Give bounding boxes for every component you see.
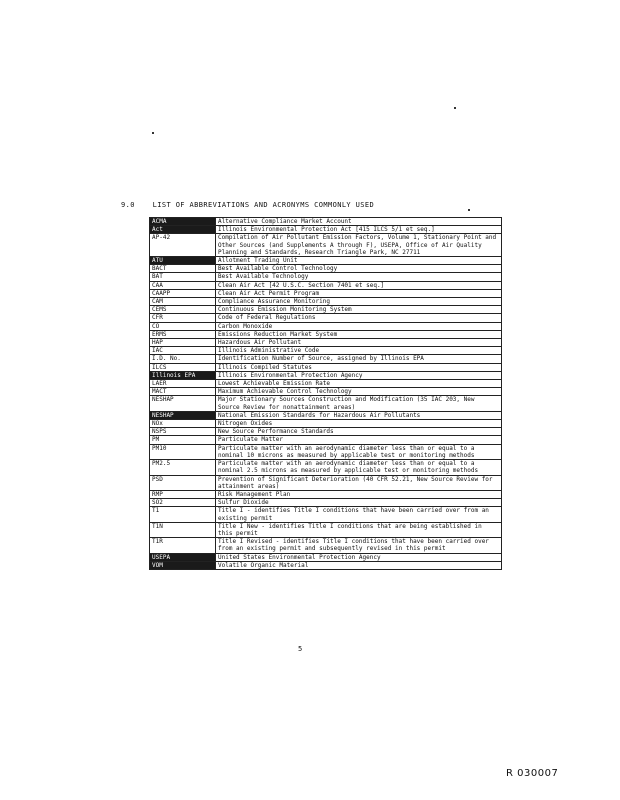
abbreviation-cell: LAER <box>150 380 216 388</box>
abbreviations-table <box>149 217 502 570</box>
definition-cell: Clean Air Act [42 U.S.C. Section 7401 et seq.] <box>216 281 502 289</box>
definition-cell: Particulate matter with an aerodynamic diameter less than or equal to a nominal 2.5 microns as measured by applicable test or monitoring methods <box>216 460 502 475</box>
table-row <box>150 265 502 273</box>
table-row <box>150 388 502 396</box>
table-row <box>150 460 502 475</box>
definition-cell: Best Available Technology <box>216 273 502 281</box>
abbreviation-cell: Act <box>150 226 216 234</box>
abbreviation-cell: T1R <box>150 538 216 553</box>
abbreviation-cell: NOx <box>150 420 216 428</box>
abbreviation-cell: AP-42 <box>150 234 216 257</box>
abbreviation-cell: IAC <box>150 347 216 355</box>
definition-cell: Title I New - identifies Title I conditions that are being established in this permit <box>216 522 502 537</box>
definition-cell: Major Stationary Sources Construction and Modification (35 IAC 203, New Source Review for nonattainment areas) <box>216 396 502 411</box>
definition-cell: Title I - identifies Title I conditions that have been carried over from an existing permit <box>216 507 502 522</box>
abbreviation-cell: T1 <box>150 507 216 522</box>
definition-cell: Clean Air Act Permit Program <box>216 289 502 297</box>
table-row <box>150 490 502 498</box>
table-row <box>150 273 502 281</box>
table-row <box>150 380 502 388</box>
abbreviation-cell: PM10 <box>150 444 216 459</box>
scan-speck <box>454 107 456 109</box>
definition-cell: Prevention of Significant Deterioration (40 CFR 52.21, New Source Review for attainment areas) <box>216 475 502 490</box>
table-row <box>150 322 502 330</box>
definition-cell: Compilation of Air Pollutant Emission Factors, Volume 1, Stationary Point and Other Sources (and Supplements A through F), USEPA, Office of Air Quality Planning and Standards, Research Triangle Park, NC 27711 <box>216 234 502 257</box>
table-row <box>150 347 502 355</box>
scan-speck <box>468 209 470 211</box>
table-row <box>150 553 502 561</box>
abbreviation-cell: PM <box>150 436 216 444</box>
page-number: 5 <box>298 645 303 653</box>
abbreviation-cell: CAA <box>150 281 216 289</box>
abbreviation-cell: ACMA <box>150 218 216 226</box>
table-row <box>150 396 502 411</box>
table-row <box>150 355 502 363</box>
abbreviation-cell: MACT <box>150 388 216 396</box>
abbreviation-cell: CAAPP <box>150 289 216 297</box>
definition-cell: Illinois Environmental Protection Act [415 ILCS 5/1 et seq.] <box>216 226 502 234</box>
definition-cell: Identification Number of Source, assigned by Illinois EPA <box>216 355 502 363</box>
abbreviation-cell: USEPA <box>150 553 216 561</box>
table-row <box>150 339 502 347</box>
table-row <box>150 306 502 314</box>
abbreviation-cell: BAT <box>150 273 216 281</box>
definition-cell: Volatile Organic Material <box>216 561 502 569</box>
table-row <box>150 475 502 490</box>
abbreviation-cell: ATU <box>150 257 216 265</box>
definition-cell: Particulate Matter <box>216 436 502 444</box>
definition-cell: Title I Revised - identifies Title I conditions that have been carried over from an existing permit and subsequently revised in this permit <box>216 538 502 553</box>
table-row <box>150 289 502 297</box>
abbreviation-cell: NSPS <box>150 428 216 436</box>
table-row <box>150 411 502 419</box>
table-row <box>150 420 502 428</box>
definition-cell: Illinois Administrative Code <box>216 347 502 355</box>
abbreviation-cell: T1N <box>150 522 216 537</box>
table-row <box>150 371 502 379</box>
definition-cell: Emissions Reduction Market System <box>216 330 502 338</box>
definition-cell: Sulfur Dioxide <box>216 499 502 507</box>
table-row <box>150 444 502 459</box>
table-row <box>150 314 502 322</box>
abbreviation-cell: NESHAP <box>150 411 216 419</box>
definition-cell: Allotment Trading Unit <box>216 257 502 265</box>
abbreviation-cell: CEMS <box>150 306 216 314</box>
table-row <box>150 538 502 553</box>
definition-cell: Alternative Compliance Market Account <box>216 218 502 226</box>
abbreviation-cell: HAP <box>150 339 216 347</box>
definition-cell: Code of Federal Regulations <box>216 314 502 322</box>
table-row <box>150 436 502 444</box>
section-heading <box>121 201 374 209</box>
definition-cell: United States Environmental Protection Agency <box>216 553 502 561</box>
abbreviation-cell: VOM <box>150 561 216 569</box>
abbreviation-cell: ERMS <box>150 330 216 338</box>
table-row <box>150 257 502 265</box>
table-row <box>150 234 502 257</box>
table-row <box>150 330 502 338</box>
table-row <box>150 281 502 289</box>
definition-cell: Hazardous Air Pollutant <box>216 339 502 347</box>
table-row <box>150 298 502 306</box>
table-row <box>150 363 502 371</box>
table-row <box>150 226 502 234</box>
abbreviation-cell: Illinois EPA <box>150 371 216 379</box>
abbreviation-cell: CFR <box>150 314 216 322</box>
abbreviation-cell: CO <box>150 322 216 330</box>
table-row <box>150 507 502 522</box>
definition-cell: Particulate matter with an aerodynamic diameter less than or equal to a nominal 10 microns as measured by applicable test or monitoring methods <box>216 444 502 459</box>
definition-cell: Risk Management Plan <box>216 490 502 498</box>
definition-cell: Maximum Achievable Control Technology <box>216 388 502 396</box>
table-row <box>150 428 502 436</box>
abbreviation-cell: I.D. No. <box>150 355 216 363</box>
bates-number: R 030007 <box>506 768 559 779</box>
scan-speck <box>152 132 154 134</box>
abbreviation-cell: CAM <box>150 298 216 306</box>
table-row <box>150 522 502 537</box>
section-title: LIST OF ABBREVIATIONS AND ACRONYMS COMMONLY USED <box>152 201 375 209</box>
abbreviations-table-body <box>150 218 502 570</box>
table-row <box>150 218 502 226</box>
abbreviation-cell: SO2 <box>150 499 216 507</box>
abbreviation-cell: RMP <box>150 490 216 498</box>
definition-cell: Lowest Achievable Emission Rate <box>216 380 502 388</box>
section-number: 9.0 <box>121 201 135 209</box>
abbreviation-cell: ILCS <box>150 363 216 371</box>
table-row <box>150 561 502 569</box>
definition-cell: Illinois Environmental Protection Agency <box>216 371 502 379</box>
definition-cell: Best Available Control Technology <box>216 265 502 273</box>
abbreviation-cell: NESHAP <box>150 396 216 411</box>
definition-cell: Illinois Compiled Statutes <box>216 363 502 371</box>
definition-cell: Carbon Monoxide <box>216 322 502 330</box>
definition-cell: Nitrogen Oxides <box>216 420 502 428</box>
abbreviation-cell: PSD <box>150 475 216 490</box>
definition-cell: National Emission Standards for Hazardous Air Pollutants <box>216 411 502 419</box>
abbreviation-cell: BACT <box>150 265 216 273</box>
definition-cell: New Source Performance Standards <box>216 428 502 436</box>
definition-cell: Compliance Assurance Monitoring <box>216 298 502 306</box>
abbreviation-cell: PM2.5 <box>150 460 216 475</box>
definition-cell: Continuous Emission Monitoring System <box>216 306 502 314</box>
table-row <box>150 499 502 507</box>
